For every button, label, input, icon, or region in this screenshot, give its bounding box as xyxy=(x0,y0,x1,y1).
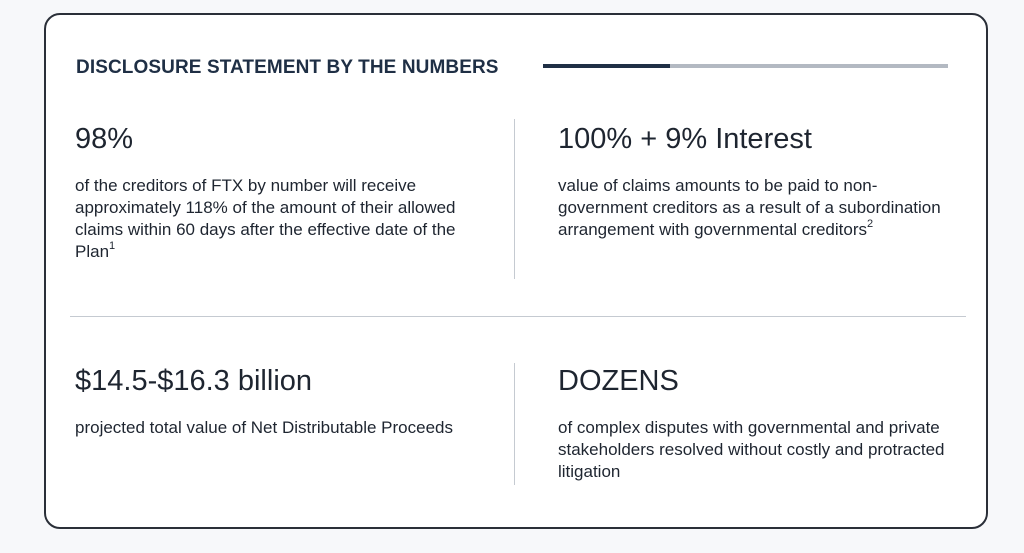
card-title: DISCLOSURE STATEMENT BY THE NUMBERS xyxy=(76,57,499,78)
stat-description xyxy=(75,417,485,439)
stat-value: $14.5-$16.3 billion xyxy=(75,365,313,397)
stat-net-distributable-proceeds xyxy=(75,363,485,439)
header-rule xyxy=(543,64,948,68)
stat-description xyxy=(558,417,958,483)
stat-claims-interest xyxy=(558,121,958,241)
stat-value: 100% + 9% Interest xyxy=(558,123,812,155)
footnote-marker: 2 xyxy=(866,218,874,231)
footnote-marker: 1 xyxy=(109,240,116,253)
stat-description-text: of the creditors of FTX by number will receive approximately 118% of the amount of their allowed claims within 60 days after the effective date of the Plan xyxy=(75,176,456,261)
header-rule-accent xyxy=(543,64,670,68)
vertical-divider xyxy=(514,363,515,485)
stat-description-text: of complex disputes with governmental and private stakeholders resolved without costly and protracted litigation xyxy=(558,418,945,481)
stat-description xyxy=(558,175,958,241)
stat-value: DOZENS xyxy=(558,365,679,397)
stat-value: 98% xyxy=(75,123,134,155)
disclosure-card xyxy=(44,13,988,529)
card-header xyxy=(76,55,948,85)
stat-description xyxy=(75,175,485,263)
horizontal-divider xyxy=(70,316,966,317)
stat-description-text: projected total value of Net Distributable Proceeds xyxy=(75,418,453,437)
stat-creditors-percent xyxy=(75,121,485,263)
stat-disputes-resolved xyxy=(558,363,958,483)
stat-description-text: value of claims amounts to be paid to non-government creditors as a result of a subordination arrangement with governmental creditors xyxy=(558,176,941,239)
vertical-divider xyxy=(514,119,515,279)
